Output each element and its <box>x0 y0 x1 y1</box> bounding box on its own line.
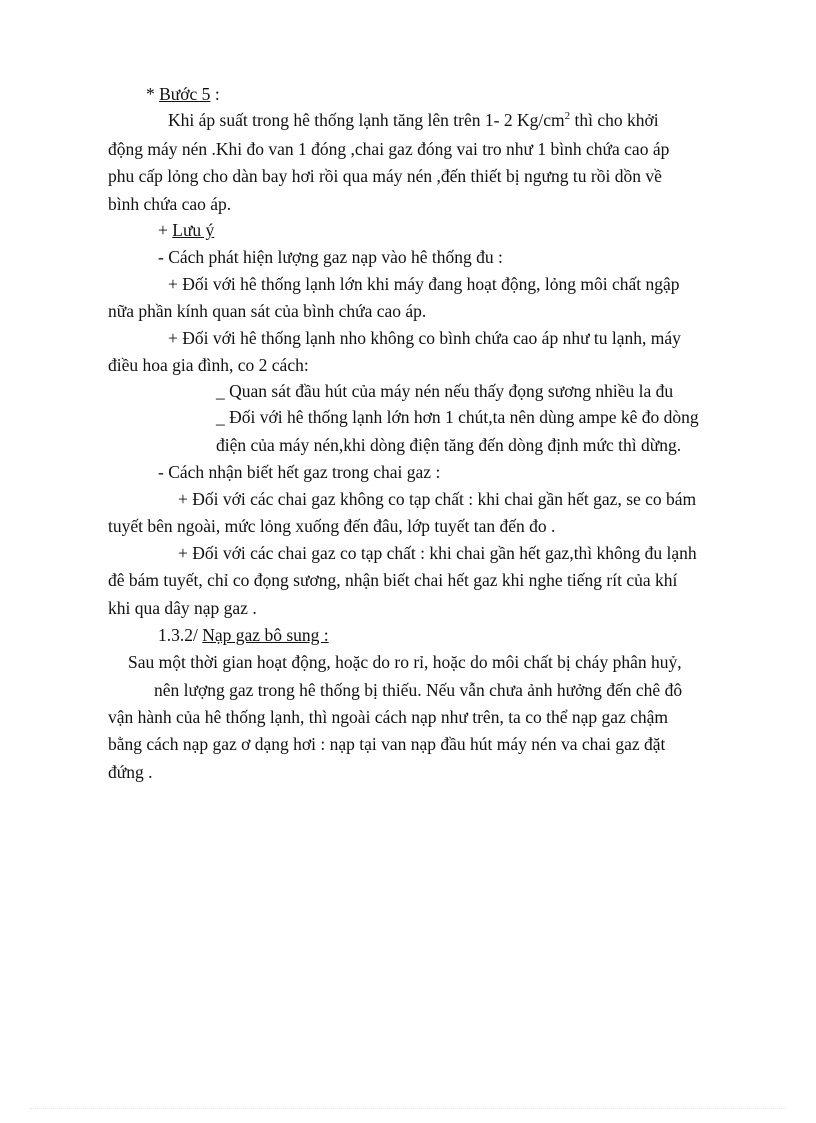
detect-way-2-line-2: điện của máy nén,khi dòng điện tăng đến dòng định mức thì dừng. <box>216 435 682 455</box>
detect-large-line-2: nữa phần kính quan sát của bình chứa cao áp. <box>108 301 427 321</box>
section-132-number: 1.3.2/ <box>158 625 203 645</box>
section-132-line-2: nên lượng gaz trong hê thống bị thiếu. Nếu vẫn chưa ảnh hưởng đến chê đô <box>154 680 683 700</box>
step5-line-4: bình chứa cao áp. <box>108 194 232 214</box>
section-132-title: Nạp gaz bô sung : <box>202 625 329 645</box>
note-prefix: + <box>158 220 173 240</box>
step5-line1-text: Khi áp suất trong hê thống lạnh tăng lên trên 1- 2 Kg/cm <box>168 110 565 130</box>
page-bottom-divider <box>30 1108 786 1109</box>
detect-impure-line-1: + Đối với các chai gaz co tạp chất : khi chai gần hết gaz,thì không đu lạnh <box>178 543 697 563</box>
detect-empty-heading: - Cách nhận biết hết gaz trong chai gaz : <box>158 462 441 482</box>
step5-line-2: động máy nén .Khi đo van 1 đóng ,chai gaz đóng vai tro như 1 bình chứa cao áp <box>108 139 670 159</box>
step5-suffix: : <box>210 84 220 104</box>
step5-line-1 <box>168 108 659 132</box>
detect-full-heading: - Cách phát hiện lượng gaz nạp vào hê thống đu : <box>158 247 503 267</box>
detect-way-2-line-1: _ Đối với hê thống lạnh lớn hơn 1 chút,ta nên dùng ampe kê đo dòng <box>216 407 699 427</box>
step5-prefix: * <box>146 84 160 104</box>
section-132-line-4: bằng cách nạp gaz ơ dạng hơi : nạp tại van nạp đầu hút máy nén va chai gaz đặt <box>108 734 666 754</box>
section-132-heading <box>158 623 329 647</box>
section-132-line-5: đứng . <box>108 762 153 782</box>
note-heading <box>158 218 214 242</box>
detect-pure-line-1: + Đối với các chai gaz không co tạp chất : khi chai gần hết gaz, se co bám <box>178 489 697 509</box>
step5-line-3: phu cấp lỏng cho dàn bay hơi rồi qua máy nén ,đến thiết bị ngưng tu rồi dồn về <box>108 166 662 186</box>
detect-impure-line-3: khi qua dây nạp gaz . <box>108 598 257 618</box>
section-132-line-3: vận hành của hê thống lạnh, thì ngoài cách nạp như trên, ta co thể nạp gaz chậm <box>108 707 669 727</box>
detect-way-1: _ Quan sát đầu hút của máy nén nếu thấy đọng sương nhiều la đu <box>216 381 674 401</box>
detect-large-line-1: + Đối với hê thống lạnh lớn khi máy đang hoạt động, lỏng môi chất ngập <box>168 274 680 294</box>
detect-pure-line-2: tuyết bên ngoài, mức lỏng xuống đến đâu, lớp tuyết tan đến đo . <box>108 516 556 536</box>
detect-small-line-1: + Đối với hê thống lạnh nho không co bình chứa cao áp như tu lạnh, máy <box>168 328 681 348</box>
note-title: Lưu ý <box>172 220 215 240</box>
detect-small-line-2: điều hoa gia đình, co 2 cách: <box>108 355 309 375</box>
step5-line1-tail: thì cho khởi <box>570 110 659 130</box>
step5-heading <box>146 82 220 106</box>
step5-line1-superscript: 2 <box>564 110 571 123</box>
step5-title: Bước 5 <box>159 84 211 104</box>
section-132-line-1: Sau một thời gian hoạt động, hoặc do ro rỉ, hoặc do môi chất bị cháy phân huỷ, <box>128 652 682 672</box>
detect-impure-line-2: đê bám tuyết, chỉ co đọng sương, nhận biết chai hết gaz khi nghe tiếng rít của khí <box>108 570 678 590</box>
